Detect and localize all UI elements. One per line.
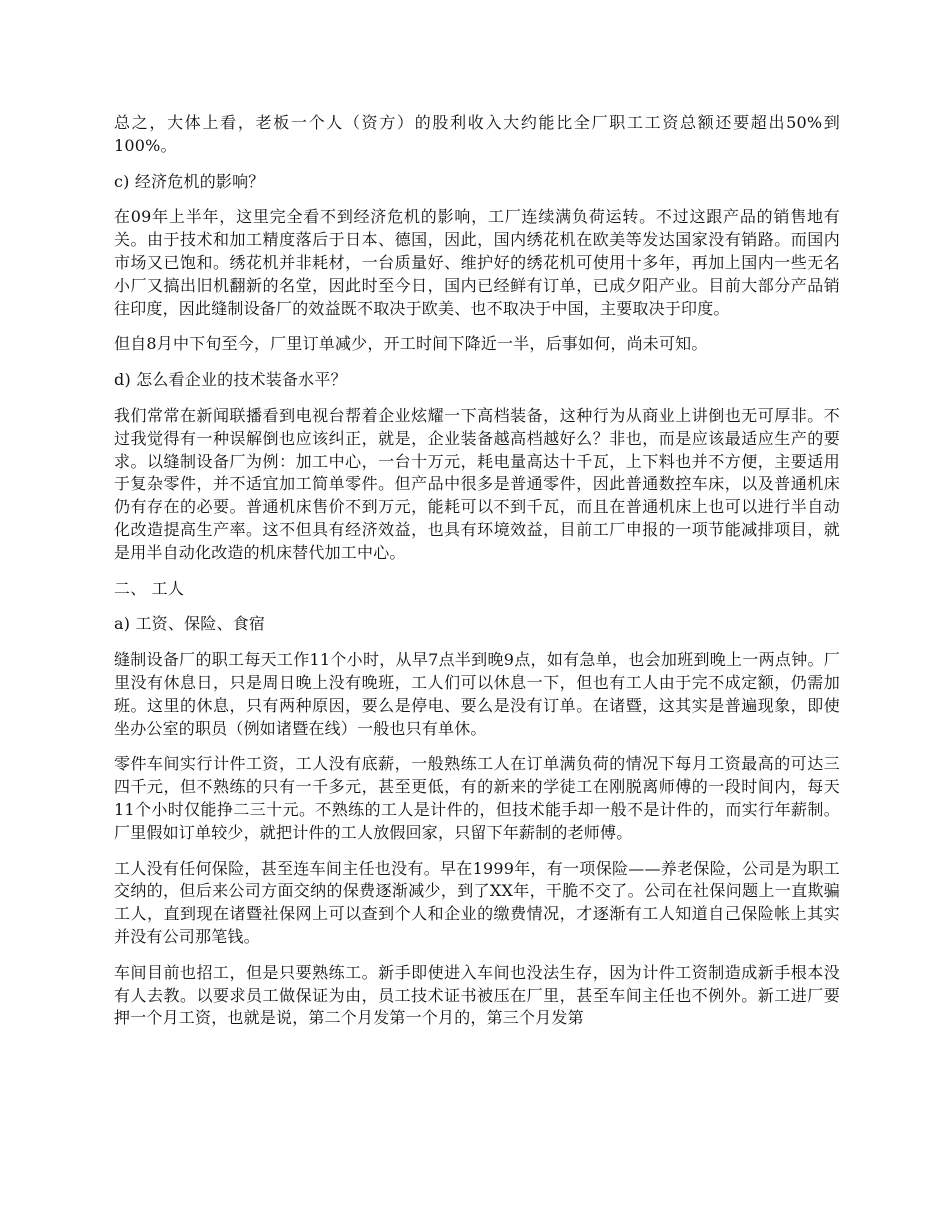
section-heading-workers: 二、 工人 bbox=[114, 578, 185, 598]
paragraph-tech-equipment: 我们常常在新闻联播看到电视台帮着企业炫耀一下高档装备，这种行为从商业上讲倒也无可厚非。不过我觉得有一种误解倒也应该纠正，就是，企业装备越高档越好么？非也，而是应该最适应生产的要求。以缝制设备厂为例：加工中心，一台十万元，耗电量高达十千瓦，上下料也并不方便，主要适用于复杂零件，并不适宜加工简单零件。但产品中很多是普通零件，因此普通数控车床，以及普通机床仍有存在的必要。普通机床售价不到万元，能耗可以不到千瓦，而且在普通机床上也可以进行半自动化改造提高生产率。这不但具有经济效益，也具有环境效益，目前工厂申报的一项节能减排项目，就是用半自动化改造的机床替代加工中心。 bbox=[114, 405, 840, 562]
document-body bbox=[114, 112, 840, 1043]
paragraph-hiring: 车间目前也招工，但是只要熟练工。新手即使进入车间也没法生存，因为计件工资制造成新手根本没有人去教。以要求员工做保证为由，员工技术证书被压在厂里，甚至车间主任也不例外。新工进厂要押一个月工资，也就是说，第二个月发第一个月的，第三个月发第 bbox=[114, 962, 840, 1028]
paragraph-orders-decline: 但自8月中下旬至今，厂里订单减少，开工时间下降近一半，后事如何，尚未可知。 bbox=[114, 334, 708, 354]
paragraph-crisis-impact: 在09年上半年，这里完全看不到经济危机的影响，工厂连续满负荷运转。不过这跟产品的销售地有关。由于技术和加工精度落后于日本、德国，因此，国内绣花机在欧美等发达国家没有销路。而国内市场又已饱和。绣花机并非耗材，一台质量好、维护好的绣花机可使用十多年，再加上国内一些无名小厂又搞出旧机翻新的名堂，因此时至今日，国内已经鲜有订单，已成夕阳产业。目前大部分产品销往印度，因此缝制设备厂的效益既不取决于欧美、也不取决于中国，主要取决于印度。 bbox=[114, 207, 840, 318]
paragraph-dividend-summary: 总之，大体上看，老板一个人（资方）的股利收入大约能比全厂职工工资总额还要超出50%到100%。 bbox=[114, 113, 840, 155]
paragraph-working-hours: 缝制设备厂的职工每天工作11个小时，从早7点半到晚9点，如有急单，也会加班到晚上一两点钟。厂里没有休息日，只是周日晚上没有晚班，工人们可以休息一下，但也有工人由于完不成定额，仍需加班。这里的休息，只有两种原因，要么是停电、要么是没有订单。在诸暨，这其实是普遍现象，即使坐办公室的职员（例如诸暨在线）一般也只有单休。 bbox=[114, 650, 840, 738]
paragraph-insurance: 工人没有任何保险，甚至连车间主任也没有。早在1999年，有一项保险——养老保险，公司是为职工交纳的，但后来公司方面交纳的保费逐渐减少，到了XX年，干脆不交了。公司在社保问题上一直欺骗工人，直到现在诸暨社保网上可以查到个人和企业的缴费情况，才逐渐有工人知道自己保险帐上其实并没有公司那笔钱。 bbox=[114, 858, 840, 946]
heading-tech-equipment: d) 怎么看企业的技术装备水平？ bbox=[114, 370, 347, 390]
heading-economic-crisis: c) 经济危机的影响？ bbox=[114, 171, 265, 191]
paragraph-piece-wages: 零件车间实行计件工资，工人没有底薪，一般熟练工人在订单满负荷的情况下每月工资最高的可达三四千元，但不熟练的只有一千多元，甚至更低，有的新来的学徒工在刚脱离师傅的一段时间内，每天11个小时仅能挣二三十元。不熟练的工人是计件的，但技术能手却一般不是计件的，而实行年薪制。厂里假如订单较少，就把计件的工人放假回家，只留下年薪制的老师傅。 bbox=[114, 754, 840, 842]
heading-wages-insurance: a) 工资、保险、食宿 bbox=[114, 614, 266, 634]
